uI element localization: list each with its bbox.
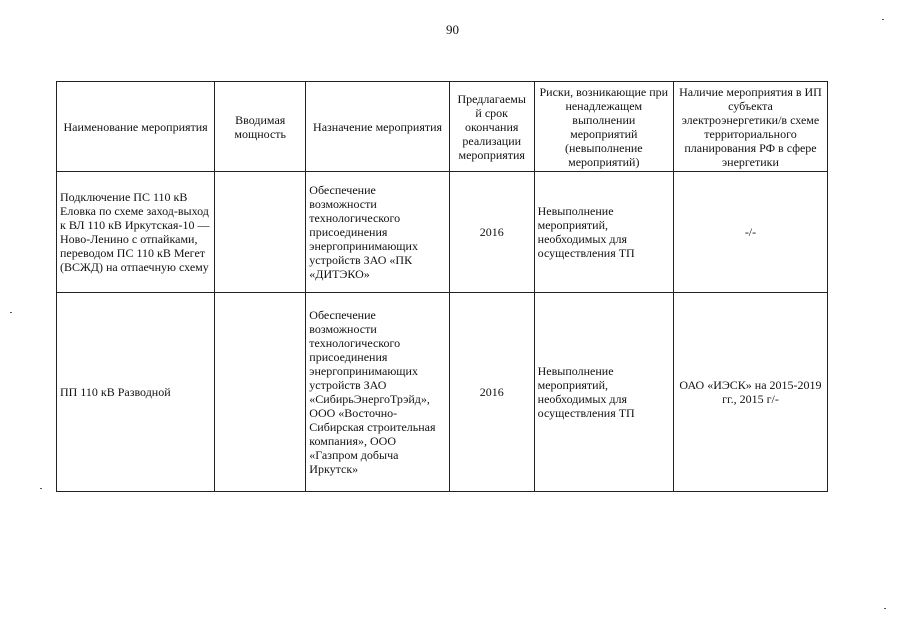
table-header-row: [57, 82, 828, 172]
scan-speck: [882, 19, 884, 20]
row-name-cell: Подключение ПС 110 кВ Еловка по схеме заход-выход к ВЛ 110 кВ Иркутская-10 — Ново-Ленино с отпайками, переводом ПС 110 кВ Мегет (ВСЖД) на отпаечную схему: [57, 172, 215, 293]
scan-speck: [40, 488, 42, 489]
row-risks-cell: Невыполнение мероприятий, необходимых для осуществления ТП: [534, 172, 673, 293]
header-name: Наименование мероприятия: [57, 82, 215, 172]
row-name-cell: ПП 110 кВ Разводной: [57, 293, 215, 492]
scan-speck: [884, 608, 886, 609]
header-risks: Риски, возникающие при ненадлежащем выполнении мероприятий (невыполнение мероприятий): [534, 82, 673, 172]
row-risks-cell: Невыполнение мероприятий, необходимых для осуществления ТП: [534, 293, 673, 492]
header-purpose: Назначение мероприятия: [306, 82, 450, 172]
row-deadline-cell: 2016: [449, 293, 534, 492]
table-row: [57, 293, 828, 492]
row-purpose-cell: Обеспечение возможности технологического присоединения энергопринимающих устройств ЗАО «СибирьЭнергоТрэйд», ООО «Восточно-Сибирская строительная компания», ООО «Газпром добыча Иркутск»: [306, 293, 450, 492]
scan-speck: [10, 312, 12, 313]
row-deadline-cell: 2016: [449, 172, 534, 293]
row-power-cell: [215, 172, 306, 293]
row-presence-cell: ОАО «ИЭСК» на 2015-2019 гг., 2015 г/-: [673, 293, 827, 492]
row-presence-cell: -/-: [673, 172, 827, 293]
header-deadline: Предлагаемы й срок окончания реализации мероприятия: [449, 82, 534, 172]
row-purpose-cell: Обеспечение возможности технологического присоединения энергопринимающих устройств ЗАО «ПК «ДИТЭКО»: [306, 172, 450, 293]
header-presence: Наличие мероприятия в ИП субъекта электроэнергетики/в схеме территориального планирования РФ в сфере энергетики: [673, 82, 827, 172]
header-power: Вводимая мощность: [215, 82, 306, 172]
table-row: [57, 172, 828, 293]
page-number: 90: [446, 22, 459, 37]
row-power-cell: [215, 293, 306, 492]
measures-table: [56, 81, 828, 492]
